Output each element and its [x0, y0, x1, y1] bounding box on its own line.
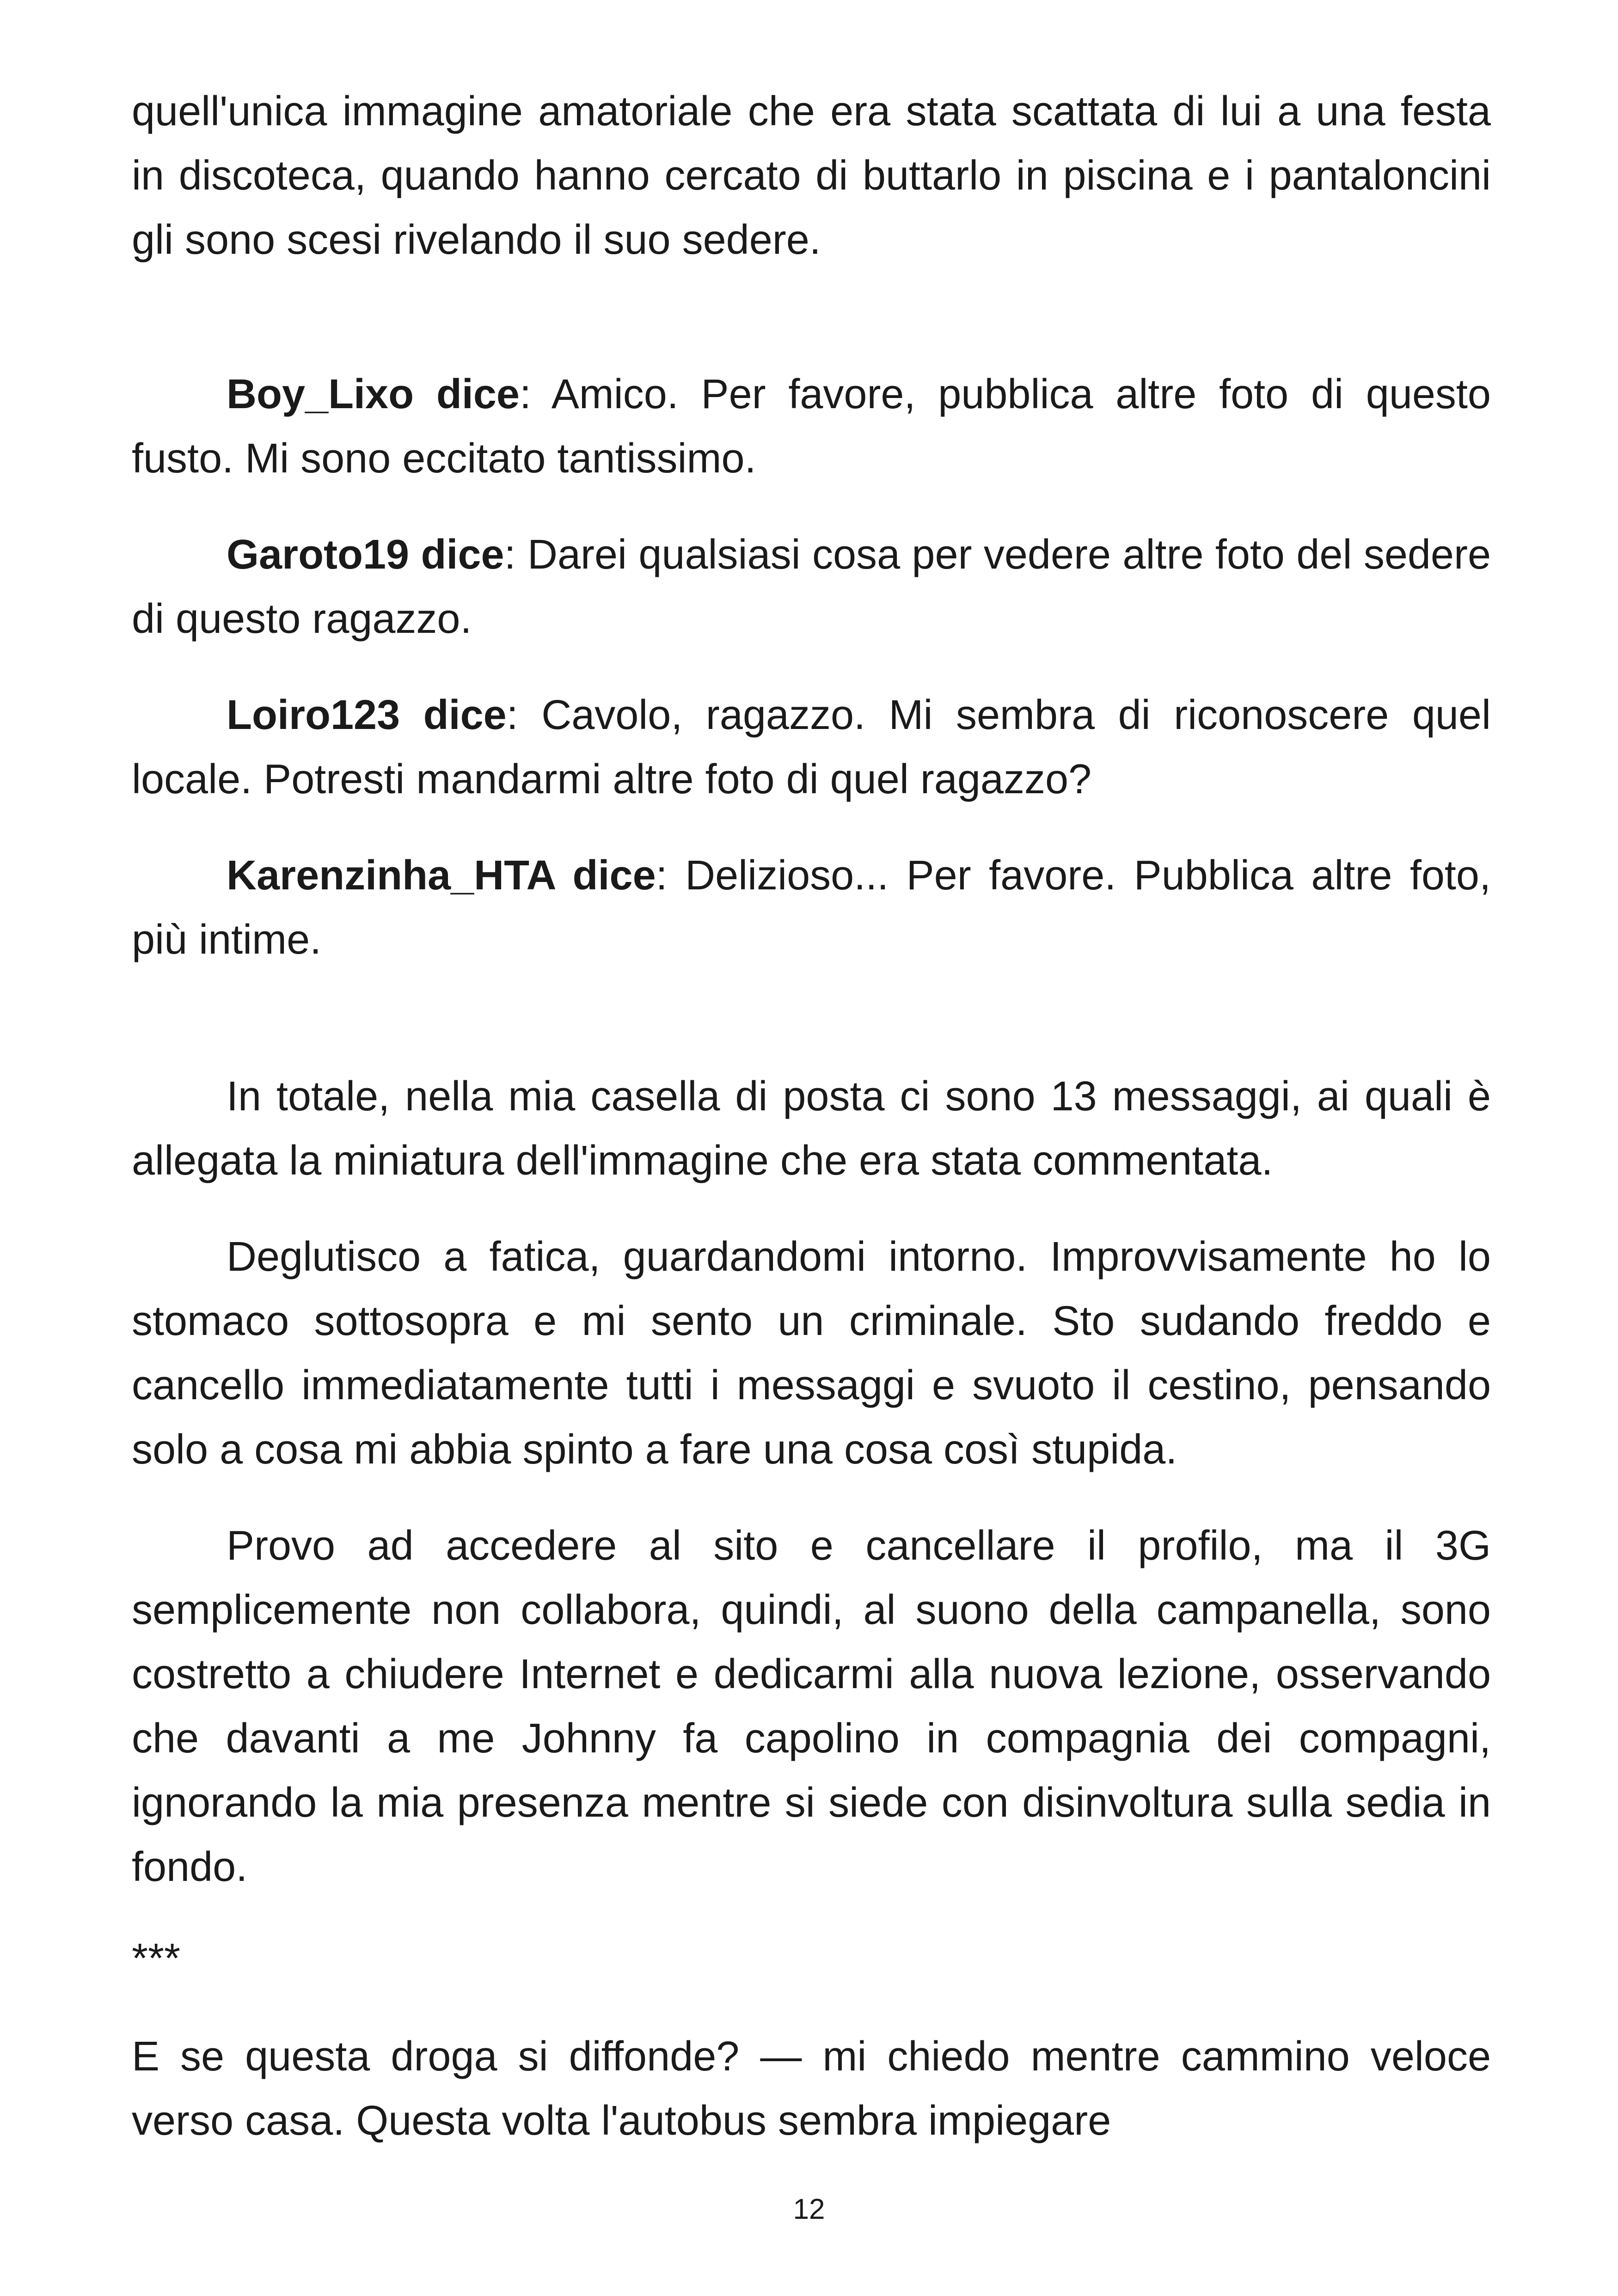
comment-text: : Darei qualsiasi cosa per vedere altre foto del sedere di questo ragazzo.	[132, 532, 1491, 642]
paragraph-deglutisco: Deglutisco a fatica, guardandomi intorno. Improvvisamente ho lo stomaco sottosopra e mi sento un criminale. Sto sudando freddo e cancello immediatamente tutti i messaggi e svuoto il cestino, pensando solo a cosa mi abbia spinto a fare una cosa così stupida.	[132, 1234, 1491, 1473]
paragraph-continuation: quell'unica immagine amatoriale che era stata scattata di lui a una festa in discoteca, quando hanno cercato di buttarlo in piscina e i pantaloncini gli sono scesi rivelando il suo sedere.	[132, 88, 1491, 263]
page-number: 12	[793, 2193, 825, 2225]
comment-loiro123	[132, 683, 1491, 812]
comment-speaker: Boy_Lixo dice	[227, 371, 520, 417]
comment-karenzinha	[132, 844, 1491, 972]
comment-text: : Amico. Per favore, pubblica altre foto di questo fusto. Mi sono eccitato tantissimo.	[132, 371, 1491, 482]
comment-garoto19	[132, 523, 1491, 651]
comment-text: : Cavolo, ragazzo. Mi sembra di riconoscere quel locale. Potresti mandarmi altre foto di quel ragazzo?	[132, 692, 1491, 802]
comment-speaker: Garoto19 dice	[227, 532, 504, 578]
comment-boy-lixo	[132, 362, 1491, 491]
section-separator: ***	[132, 1935, 181, 1982]
comment-speaker: Karenzinha_HTA dice	[227, 852, 656, 899]
comment-speaker: Loiro123 dice	[227, 692, 507, 738]
paragraph-provo: Provo ad accedere al sito e cancellare il profilo, ma il 3G semplicemente non collabora, quindi, al suono della campanella, sono costretto a chiudere Internet e dedicarmi alla nuova lezione, osservando che davanti a me Johnny fa capolino in compagnia dei compagni, ignorando la mia presenza mentre si siede con disinvoltura sulla sedia in fondo.	[132, 1523, 1491, 1890]
paragraph-droga: E se questa droga si diffonde? — mi chiedo mentre cammino veloce verso casa. Questa volta l'autobus sembra impiegare	[132, 2033, 1491, 2144]
paragraph-inbox: In totale, nella mia casella di posta ci sono 13 messaggi, ai quali è allegata la miniatura dell'immagine che era stata commentata.	[132, 1073, 1491, 1184]
comment-text: : Delizioso... Per favore. Pubblica altre foto, più intime.	[132, 852, 1491, 963]
